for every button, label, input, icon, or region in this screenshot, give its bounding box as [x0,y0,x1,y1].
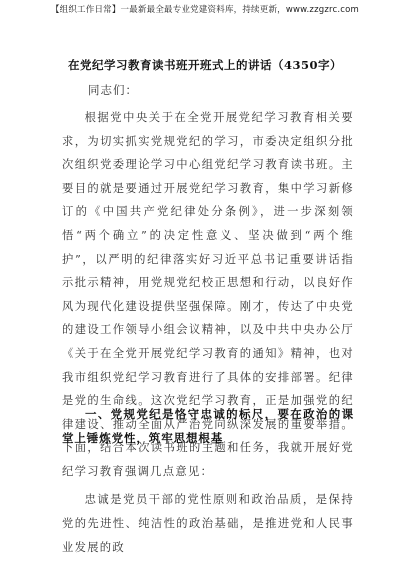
page-header-banner: 【组织工作日常】一最新最全最专业党建资料库，持续更新，www.zzgzrc.com [50,5,360,15]
section-heading-1: 一、党规党纪是恪守忠诚的标尺，要在政治的课堂上锤炼党性，筑牢思想根基 [62,407,354,445]
salutation: 同志们： [88,83,138,97]
paragraph-intro: 根据党中央关于在全党开展党纪学习教育相关要求，为切实抓实党规党纪的学习，市委决定组织分批次组织党委理论学习中心组党纪学习教育读书班。主要目的就是要通过开展党纪学习教育，集中学习新修订的《中国共产党纪律处分条例》，进一步深刻领悟“两个确立”的决定性意义、坚决做到“两个维护”，以严明的纪律落实好习近平总书记重要讲话指示批示精神，用党规党纪校正思想和行动，以良好作风为现代化建设提供坚强保障。刚才，传达了中央党的建设工作领导小组会议精神，以及中共中央办公厅《关于在全党开展党纪学习教育的通知》精神，也对我市组织党纪学习教育进行了具体的安排部署。纪律是党的生命线。这次党纪学习教育，正是加强党的纪律建设、推动全面从严治党向纵深发展的重要举措。下面，结合本次读书班的主题和任务，我就开展好党纪学习教育强调几点意见： [62,111,354,478]
document-title: 在党纪学习教育读书班开班式上的讲话（4350字） [67,58,342,72]
paragraph-section-1: 忠诚是党员干部的党性原则和政治品质，是保持党的先进性、纯洁性的政治基础，是推进党和人民事业发展的政 [62,493,354,554]
